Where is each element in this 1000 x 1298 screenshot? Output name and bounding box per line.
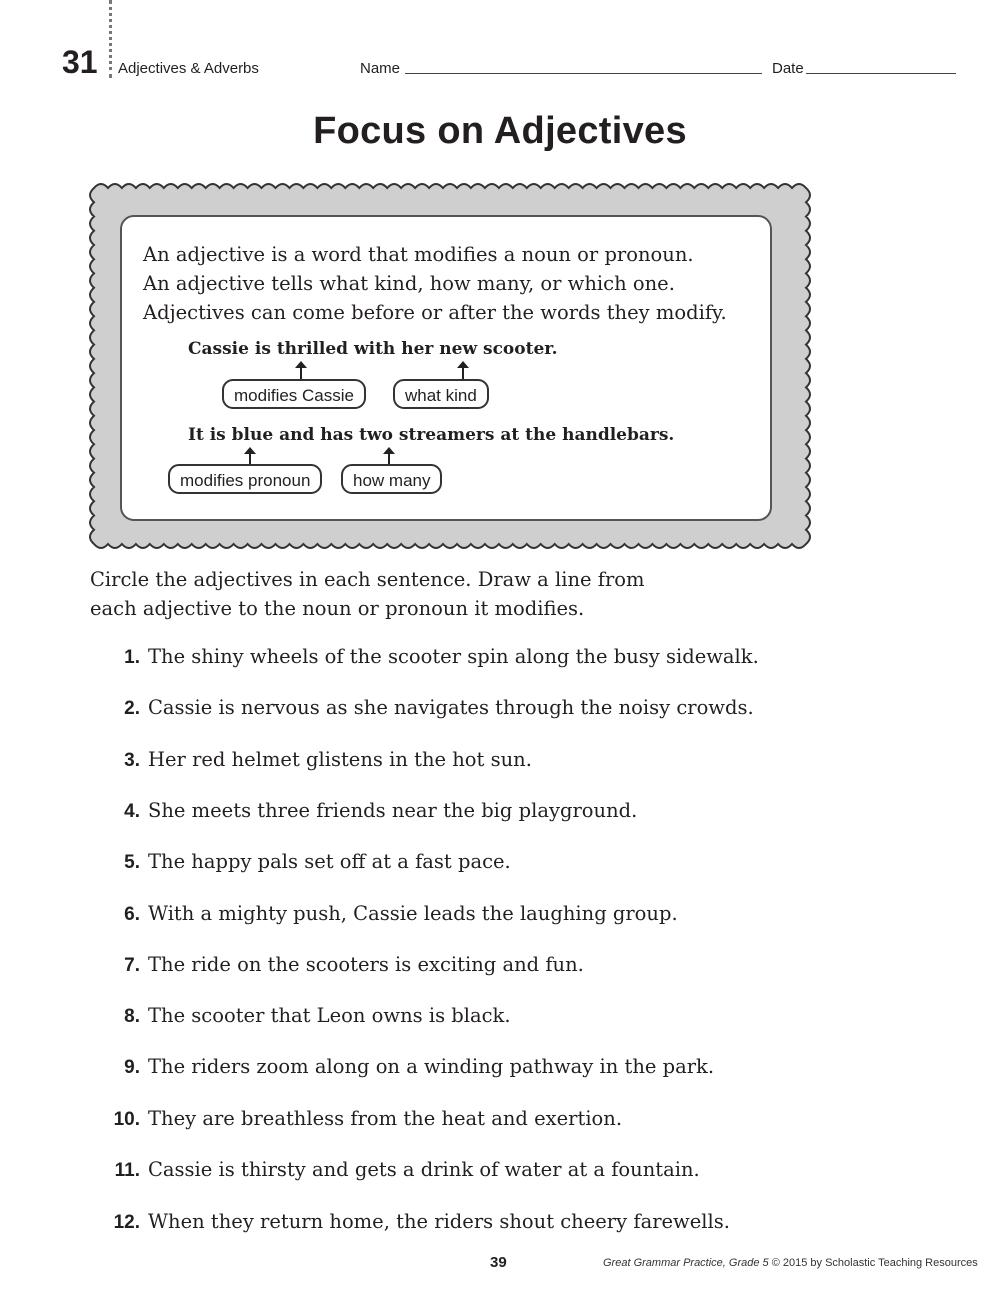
question-text: Her red helmet glistens in the hot sun. [148,748,532,771]
question-item[interactable] [100,1004,511,1028]
question-text: They are breathless from the heat and exertion. [148,1107,623,1130]
question-item[interactable] [100,1055,714,1079]
header-divider [109,0,112,78]
question-item[interactable] [100,1158,700,1182]
instructions-line: each adjective to the noun or pronoun it modifies. [90,597,585,620]
question-text: The happy pals set off at a fast pace. [148,850,511,873]
arrow-up-icon [382,447,396,465]
definition-text [143,240,727,327]
footer-credit [603,1257,978,1269]
question-text: Cassie is nervous as she navigates through the noisy crowds. [148,696,754,719]
question-text: The riders zoom along on a winding pathway in the park. [148,1055,715,1078]
question-item[interactable] [100,1210,730,1234]
instructions-line: Circle the adjectives in each sentence. Draw a line from [90,568,645,591]
definition-line: Adjectives can come before or after the words they modify. [143,301,727,324]
section-title: Adjectives & Adverbs [118,60,259,77]
name-label: Name [360,60,401,77]
question-number: 1. [124,647,140,668]
question-text: The scooter that Leon owns is black. [148,1004,511,1027]
example-sentence-1: Cassie is thrilled with her new scooter. [188,339,558,359]
arrow-up-icon [294,361,308,379]
question-number: 5. [124,852,140,873]
label-how-many: how many [341,464,442,494]
book-title: Great Grammar Practice, Grade 5 [603,1257,769,1269]
question-text: With a mighty push, Cassie leads the laughing group. [148,902,678,925]
question-text: The shiny wheels of the scooter spin along the busy sidewalk. [148,645,759,668]
name-field[interactable] [405,73,762,74]
date-field[interactable] [806,73,956,74]
question-text: The ride on the scooters is exciting and fun. [148,953,584,976]
instructions [90,565,645,623]
copyright: © 2015 by Scholastic Teaching Resources [771,1257,978,1269]
question-number: 2. [124,698,140,719]
question-item[interactable] [100,645,759,669]
worksheet-number: 31 [62,44,98,80]
question-number: 10. [113,1109,140,1130]
arrow-up-icon [456,361,470,379]
question-text: Cassie is thirsty and gets a drink of water at a fountain. [148,1158,700,1181]
label-modifies-pronoun: modifies pronoun [168,464,322,494]
question-number: 11. [114,1160,140,1181]
question-number: 12. [113,1212,140,1233]
question-number: 8. [124,1006,140,1027]
date-label: Date [772,60,804,77]
footer-page-number: 39 [490,1254,507,1271]
question-text: When they return home, the riders shout cheery farewells. [148,1210,730,1233]
example-sentence-2: It is blue and has two streamers at the handlebars. [188,425,675,445]
definition-line: An adjective is a word that modifies a noun or pronoun. [143,243,694,266]
definition-line: An adjective tells what kind, how many, or which one. [143,272,675,295]
question-number: 3. [124,750,140,771]
question-item[interactable] [100,799,637,823]
label-modifies-cassie: modifies Cassie [222,379,366,409]
question-item[interactable] [100,953,584,977]
question-text: She meets three friends near the big playground. [148,799,638,822]
question-item[interactable] [100,696,754,720]
label-what-kind: what kind [393,379,489,409]
question-item[interactable] [100,748,532,772]
question-item[interactable] [100,1107,622,1131]
question-item[interactable] [100,902,678,926]
question-number: 9. [124,1057,140,1078]
question-number: 7. [124,955,140,976]
question-item[interactable] [100,850,511,874]
question-number: 6. [124,904,140,925]
page-title: Focus on Adjectives [313,110,687,152]
arrow-up-icon [243,447,257,465]
question-number: 4. [124,801,140,822]
